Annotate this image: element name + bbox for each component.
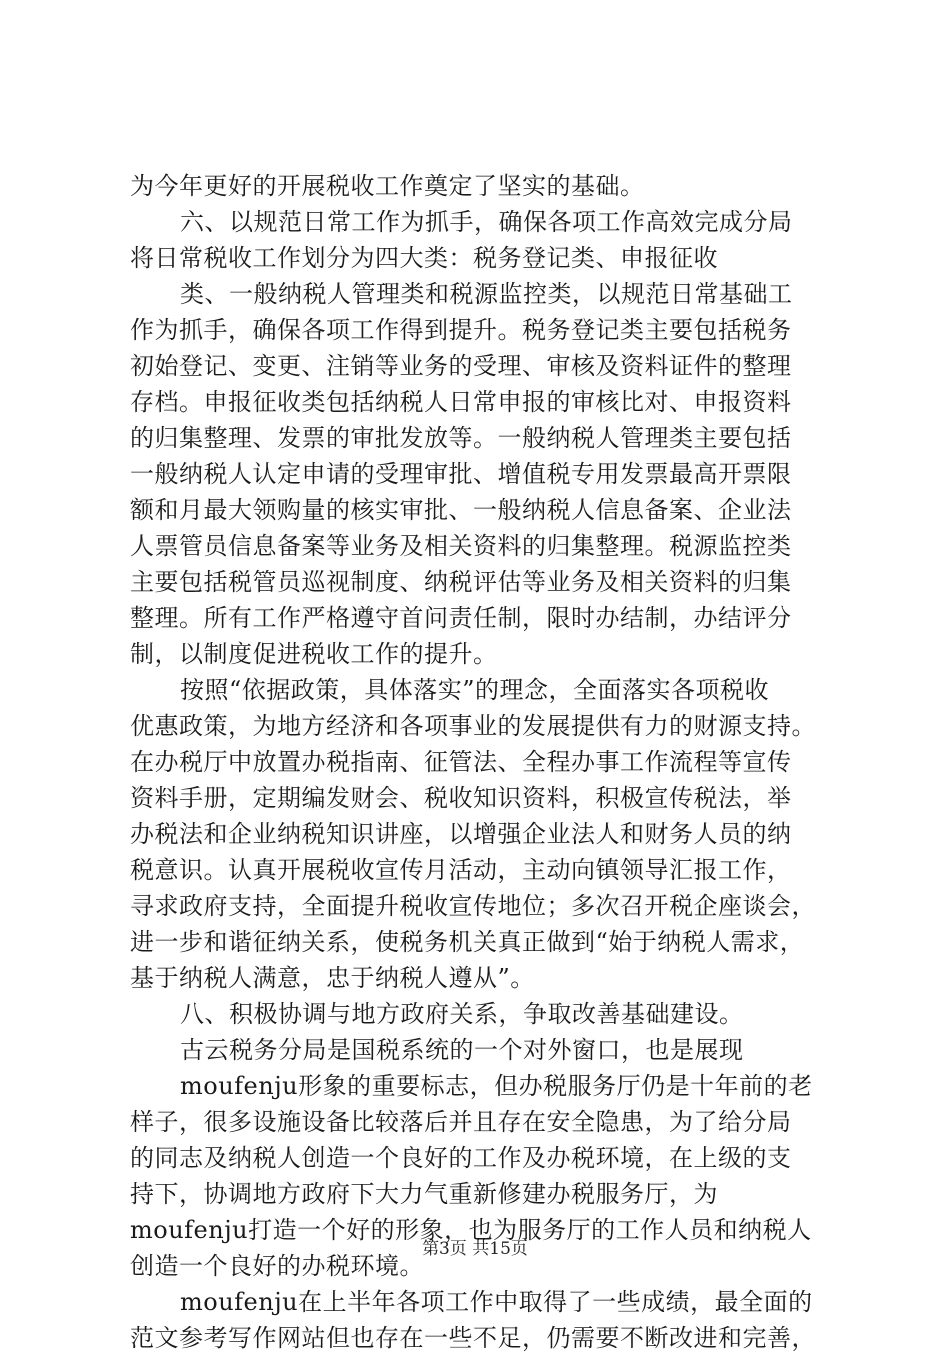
- text-line: 古云税务分局是国税系统的一个对外窗口，也是展现: [180, 1036, 744, 1064]
- text-line: moufenju在上半年各项工作中取得了一些成绩，最全面的: [180, 1288, 813, 1316]
- text-line: 人票管员信息备案等业务及相关资料的归集整理。税源监控类: [130, 532, 792, 560]
- text-line: 优惠政策，为地方经济和各项事业的发展提供有力的财源支持。: [130, 712, 816, 740]
- text-line: 存档。申报征收类包括纳税人日常申报的审核比对、申报资料: [130, 388, 792, 416]
- text-line: 持下，协调地方政府下大力气重新修建办税服务厅，为: [130, 1180, 718, 1208]
- text-line: 作为抓手，确保各项工作得到提升。税务登记类主要包括税务: [130, 316, 792, 344]
- text-line: 的同志及纳税人创造一个良好的工作及办税环境，在上级的支: [130, 1144, 792, 1172]
- text-line: 范文参考写作网站但也存在一些不足，仍需要不断改进和完善，: [130, 1324, 816, 1352]
- text-line: 在办税厅中放置办税指南、征管法、全程办事工作流程等宣传: [130, 748, 792, 776]
- text-line: 样子，很多设施设备比较落后并且存在安全隐患，为了给分局: [130, 1108, 792, 1136]
- text-line: 为今年更好的开展税收工作奠定了坚实的基础。: [130, 172, 645, 200]
- text-line: 将日常税收工作划分为四大类：税务登记类、申报征收: [130, 244, 718, 272]
- text-line: 整理。所有工作严格遵守首问责任制，限时办结制，办结评分: [130, 604, 792, 632]
- text-line: 进一步和谐征纳关系，使税务机关真正做到“始于纳税人需求，: [130, 928, 805, 956]
- text-line: 税意识。认真开展税收宣传月活动，主动向镇领导汇报工作，: [130, 856, 792, 884]
- page-number-footer: 第3页 共15页: [422, 1239, 528, 1259]
- text-line: 八、积极协调与地方政府关系，争取改善基础建设。: [180, 1000, 744, 1028]
- text-line: 办税法和企业纳税知识讲座，以增强企业法人和财务人员的纳: [130, 820, 792, 848]
- text-line: 类、一般纳税人管理类和税源监控类，以规范日常基础工: [180, 280, 793, 308]
- text-line: 一般纳税人认定申请的受理审批、增值税专用发票最高开票限: [130, 460, 792, 488]
- text-line: 基于纳税人满意，忠于纳税人遵从”。: [130, 964, 535, 992]
- text-line: 制，以制度促进税收工作的提升。: [130, 640, 498, 668]
- text-line: 额和月最大领购量的核实审批、一般纳税人信息备案、企业法: [130, 496, 792, 524]
- text-line: 初始登记、变更、注销等业务的受理、审核及资料证件的整理: [130, 352, 792, 380]
- body-text: [130, 168, 830, 1356]
- text-line: moufenju形象的重要标志，但办税服务厅仍是十年前的老: [180, 1072, 813, 1100]
- text-line: 主要包括税管员巡视制度、纳税评估等业务及相关资料的归集: [130, 568, 792, 596]
- text-line: moufenju打造一个好的形象，也为服务厅的工作人员和纳税人: [130, 1216, 812, 1244]
- text-line: 按照“依据政策，具体落实”的理念，全面落实各项税收: [180, 676, 770, 704]
- text-line: 创造一个良好的办税环境。: [130, 1252, 424, 1280]
- text-line: 资料手册，定期编发财会、税收知识资料，积极宣传税法，举: [130, 784, 792, 812]
- text-line: 六、以规范日常工作为抓手，确保各项工作高效完成分局: [180, 208, 793, 236]
- text-line: 的归集整理、发票的审批发放等。一般纳税人管理类主要包括: [130, 424, 792, 452]
- text-line: 寻求政府支持，全面提升税收宣传地位；多次召开税企座谈会，: [130, 892, 816, 920]
